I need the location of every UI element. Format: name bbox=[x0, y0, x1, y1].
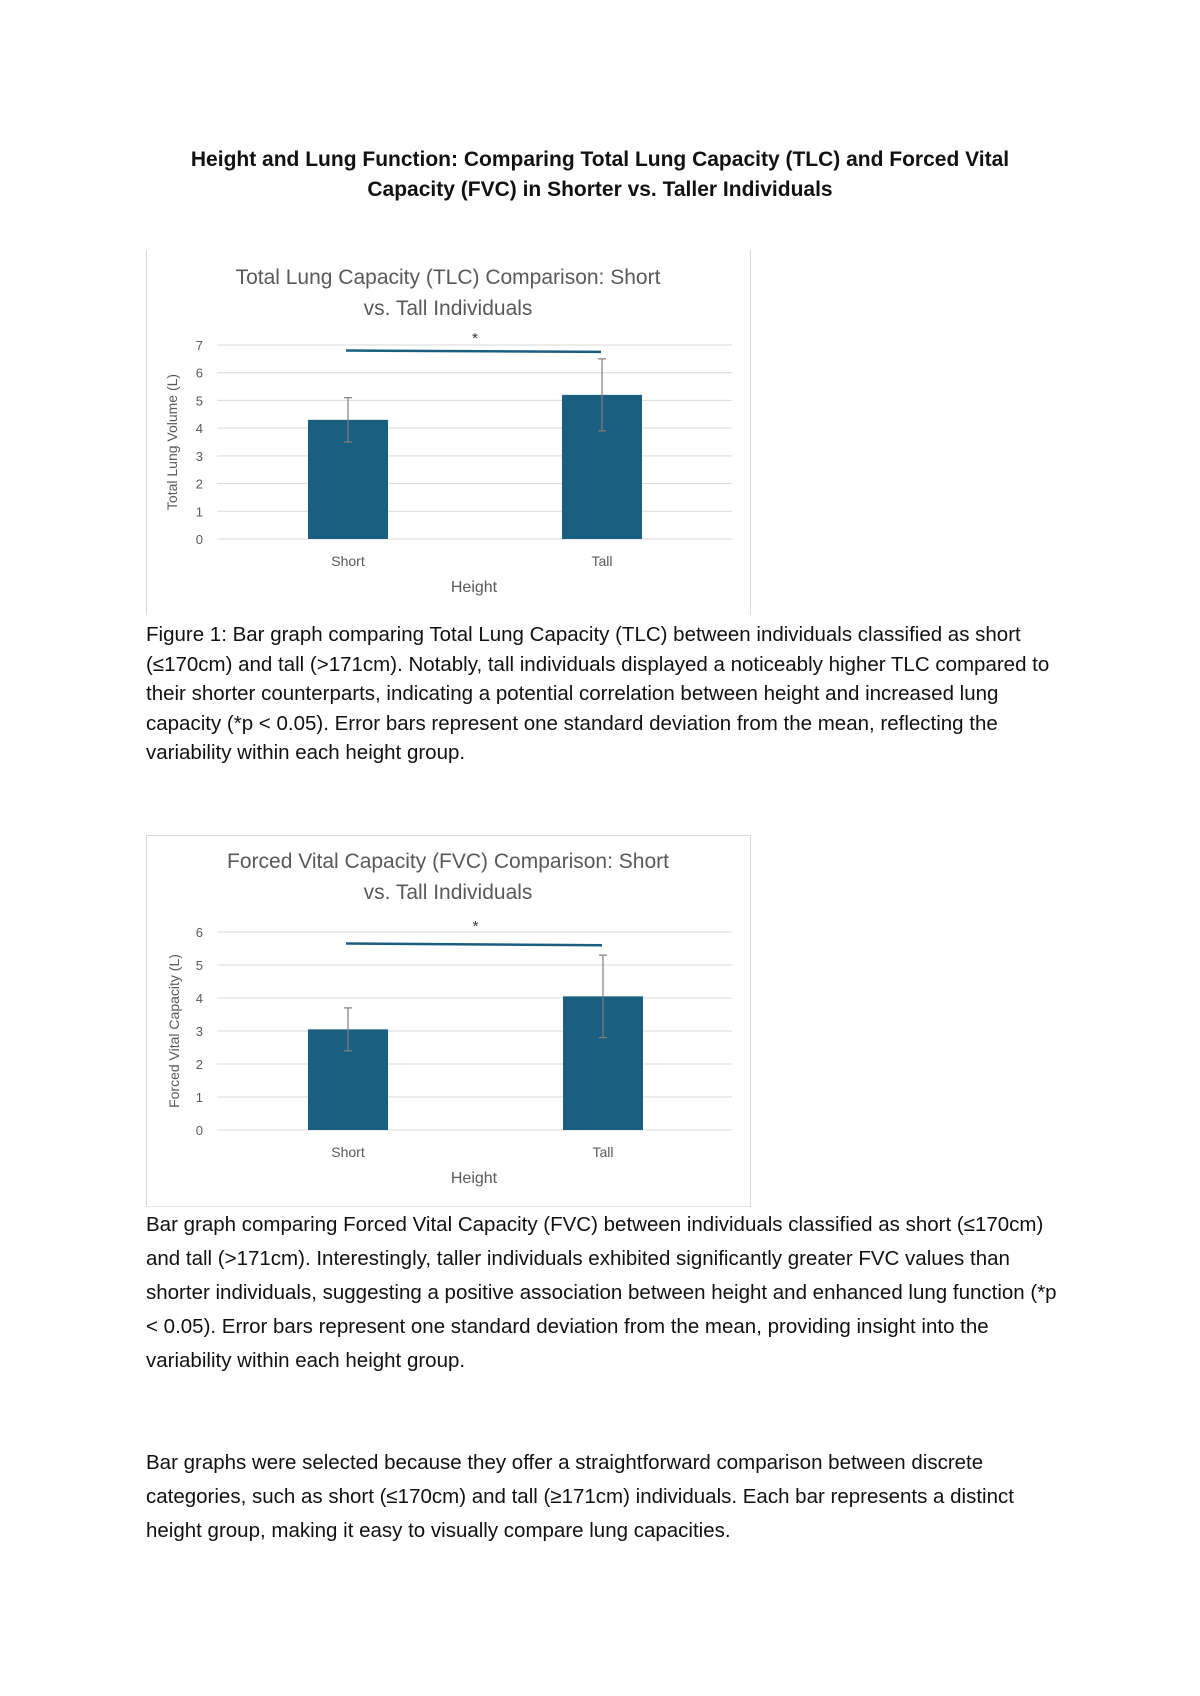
y-tick-label: 2 bbox=[195, 1057, 203, 1072]
body-paragraph: Bar graphs were selected because they offer a straightforward comparison between discrete categories, such as short (≤170cm) and tall (≥171cm) individuals. Each bar represents a distinct height group, making it easy to visually compare lung capacities. bbox=[146, 1451, 1014, 1542]
y-tick-label: 6 bbox=[195, 925, 203, 940]
chart-title-line: vs. Tall Individuals bbox=[363, 297, 533, 320]
y-tick-label: 3 bbox=[195, 448, 203, 464]
significance-star: * bbox=[472, 918, 479, 935]
significance-line bbox=[346, 351, 601, 352]
y-tick-label: 5 bbox=[195, 393, 203, 409]
chart-title-line: vs. Tall Individuals bbox=[363, 881, 533, 904]
y-tick-label: 6 bbox=[195, 365, 203, 381]
x-tick-label: Short bbox=[331, 1144, 365, 1160]
y-axis-label: Forced Vital Capacity (L) bbox=[166, 954, 182, 1108]
fvc-chart bbox=[146, 835, 751, 1207]
x-tick-label: Tall bbox=[592, 1144, 614, 1160]
x-axis-label: Height bbox=[450, 1170, 498, 1187]
y-tick-label: 1 bbox=[195, 504, 203, 520]
fvc-bar-chart-svg bbox=[147, 836, 750, 1206]
y-tick-label: 5 bbox=[195, 958, 203, 973]
x-tick-label: Tall bbox=[591, 553, 613, 569]
significance-star: * bbox=[472, 330, 478, 347]
x-axis-label: Height bbox=[450, 579, 498, 596]
y-tick-label: 4 bbox=[195, 991, 203, 1006]
y-tick-label: 7 bbox=[195, 338, 203, 353]
y-tick-label: 0 bbox=[195, 1123, 203, 1138]
y-tick-label: 4 bbox=[195, 421, 203, 437]
tlc-chart bbox=[146, 250, 751, 615]
figure-2-caption: Bar graph comparing Forced Vital Capacity (FVC) between individuals classified as short (≤170cm) and tall (>171cm). Interestingly, taller individuals exhibited significantly greater FVC values than shorter individuals, suggesting a positive association between height and enhanced lung function (*p < 0.05). Error bars represent one standard deviation from the mean, providing insight into the variability within each height group. bbox=[146, 1213, 1057, 1372]
chart-title-line: Total Lung Capacity (TLC) Comparison: Short bbox=[235, 266, 661, 289]
y-axis-label: Total Lung Volume (L) bbox=[164, 373, 180, 511]
y-tick-label: 1 bbox=[195, 1090, 203, 1105]
document-title: Height and Lung Function: Comparing Total Lung Capacity (TLC) and Forced Vital Capacity (FVC) in Shorter vs. Taller Individuals bbox=[190, 148, 1010, 201]
y-tick-label: 3 bbox=[195, 1024, 203, 1039]
y-tick-label: 2 bbox=[195, 476, 203, 492]
significance-line bbox=[346, 944, 602, 946]
figure-1-caption: Figure 1: Bar graph comparing Total Lung Capacity (TLC) between individuals classified as short (≤170cm) and tall (>171cm). Notably, tall individuals displayed a noticeably higher TLC compared to their shorter counterparts, indicating a potential correlation between height and increased lung capacity (*p < 0.05). Error bars represent one standard deviation from the mean, reflecting the variability within each height group. bbox=[146, 623, 1050, 764]
y-tick-label: 0 bbox=[195, 532, 203, 547]
tlc-bar-chart-svg bbox=[147, 250, 750, 615]
chart-title-line: Forced Vital Capacity (FVC) Comparison: Short bbox=[227, 850, 669, 873]
x-tick-label: Short bbox=[331, 553, 365, 569]
